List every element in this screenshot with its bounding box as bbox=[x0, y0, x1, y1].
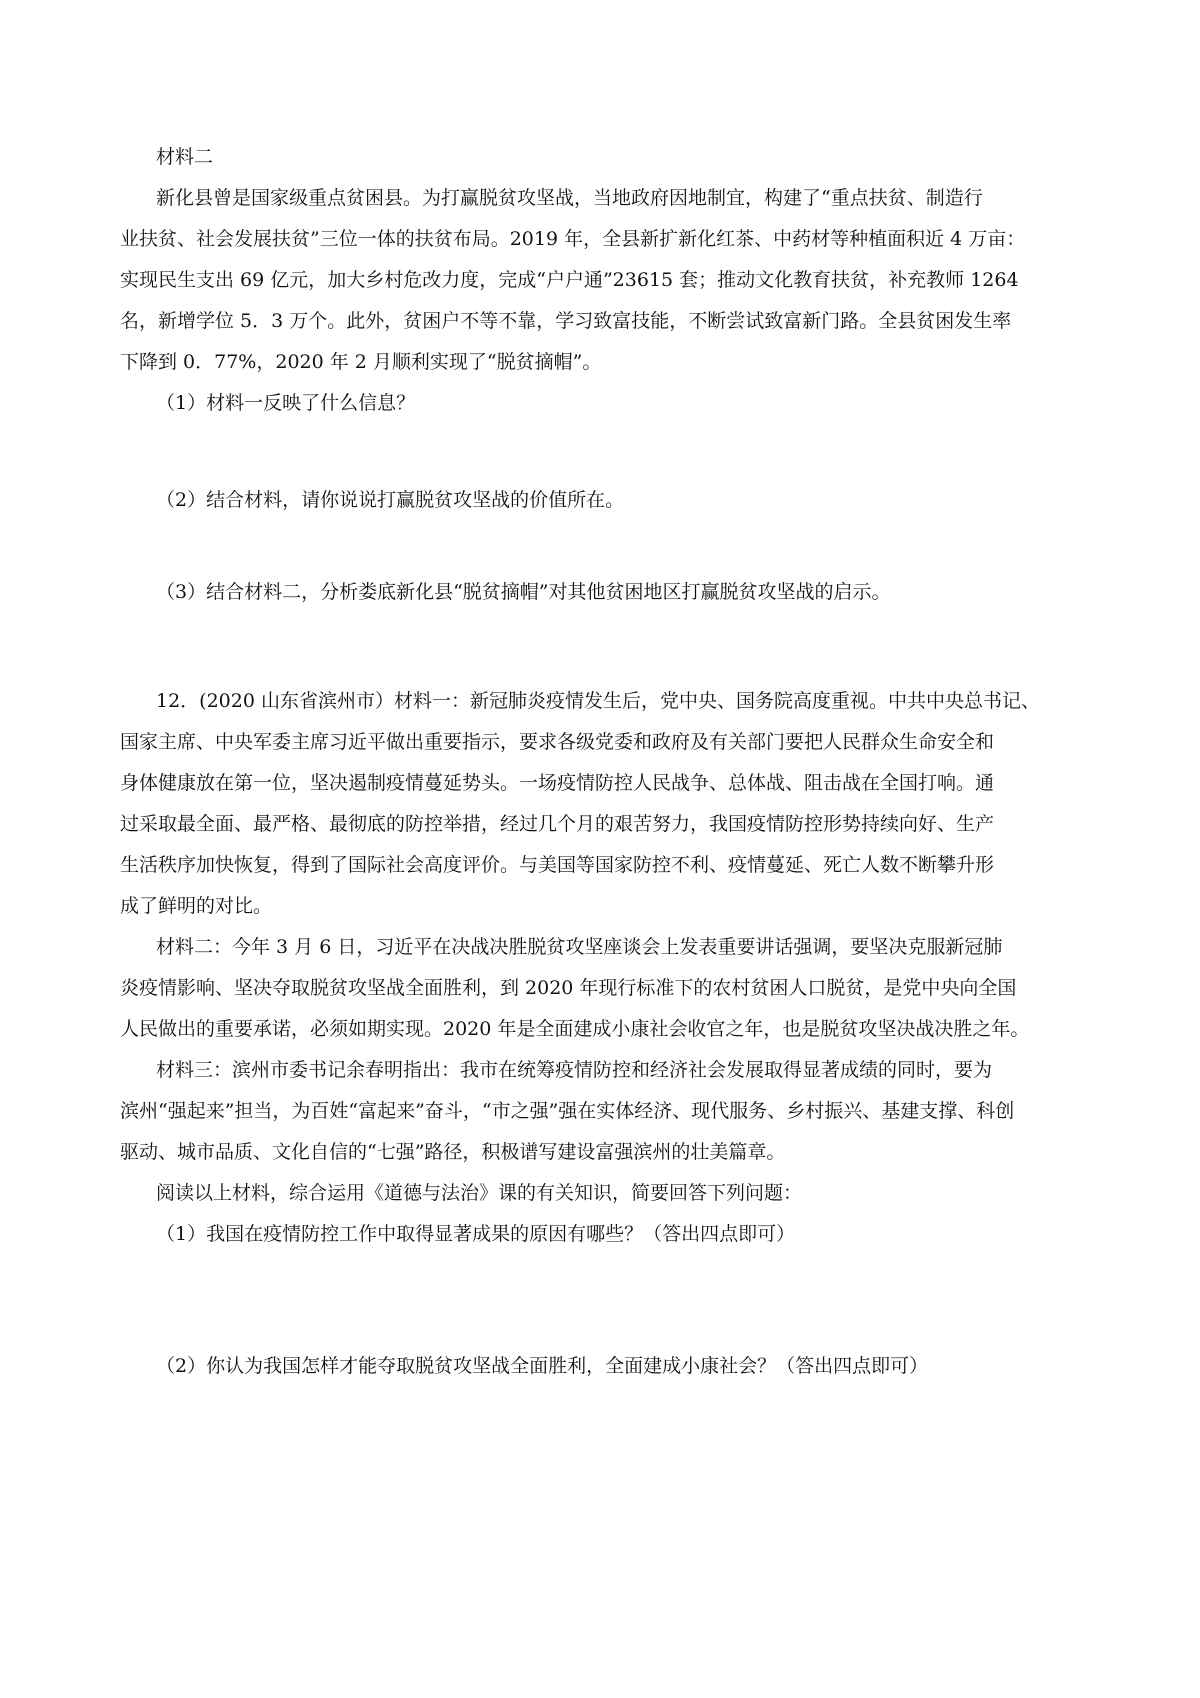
material2-line: 实现民生支出 69 亿元，加大乡村危改力度，完成“户户通”23615 套；推动文化教育扶贫，补充教师 1264 bbox=[120, 269, 1019, 291]
instruction-text: 阅读以上材料，综合运用《道德与法治》课的有关知识，简要回答下列问题： bbox=[156, 1182, 803, 1204]
q11-question-2 bbox=[120, 480, 1080, 521]
q12-instruction bbox=[120, 1173, 1080, 1214]
q12-material2-line: 人民做出的重要承诺，必须如期实现。2020 年是全面建成小康社会收官之年，也是脱贫攻坚决战决胜之年。 bbox=[120, 1018, 1030, 1040]
q11-question-3 bbox=[120, 572, 1080, 613]
q12-question-1 bbox=[120, 1214, 1080, 1255]
q12-material1-line: 成了鲜明的对比。 bbox=[120, 895, 273, 917]
question-text: （2）结合材料，请你说说打赢脱贫攻坚战的价值所在。 bbox=[156, 489, 625, 511]
question-text: （1）我国在疫情防控工作中取得显著成果的原因有哪些？（答出四点即可） bbox=[156, 1223, 796, 1245]
question-text: （1）材料一反映了什么信息？ bbox=[156, 392, 416, 414]
question-text: （3）结合材料二，分析娄底新化县“脱贫摘帽”对其他贫困地区打赢脱贫攻坚战的启示。 bbox=[156, 581, 891, 603]
material2-line: 下降到 0．77%，2020 年 2 月顺利实现了“脱贫摘帽”。 bbox=[120, 351, 602, 373]
q12-material1-line: 12．(2020 山东省滨州市）材料一：新冠肺炎疫情发生后，党中央、国务院高度重视。中共中央总书记、 bbox=[156, 690, 1040, 712]
q12-material2-line: 炎疫情影响、坚决夺取脱贫攻坚战全面胜利，到 2020 年现行标准下的农村贫困人口脱贫，是党中央向全国 bbox=[120, 977, 1017, 999]
q12-material3-line: 材料三：滨州市委书记余春明指出：我市在统筹疫情防控和经济社会发展取得显著成绩的同时，要为 bbox=[156, 1059, 993, 1081]
q12-material1-line: 身体健康放在第一位，坚决遏制疫情蔓延势头。一场疫情防控人民战争、总体战、阻击战在全国打响。通 bbox=[120, 772, 995, 794]
q12-material1-line: 国家主席、中央军委主席习近平做出重要指示，要求各级党委和政府及有关部门要把人民群众生命安全和 bbox=[120, 731, 995, 753]
q12-material1-section bbox=[120, 681, 1080, 927]
q12-material1-line: 生活秩序加快恢复，得到了国际社会高度评价。与美国等国家防控不利、疫情蔓延、死亡人数不断攀升形 bbox=[120, 854, 995, 876]
material2-section bbox=[120, 137, 1080, 383]
material2-line: 新化县曾是国家级重点贫困县。为打赢脱贫攻坚战，当地政府因地制宜，构建了“重点扶贫、制造行 bbox=[156, 187, 983, 209]
material2-title: 材料二 bbox=[156, 146, 214, 168]
q12-material3-line: 滨州“强起来”担当，为百姓“富起来”奋斗，“市之强”强在实体经济、现代服务、乡村振兴、基建支撑、科创 bbox=[120, 1100, 1015, 1122]
q12-material3-section bbox=[120, 1050, 1080, 1173]
material2-line: 名，新增学位 5．3 万个。此外，贫困户不等不靠，学习致富技能，不断尝试致富新门路。全县贫困发生率 bbox=[120, 310, 1012, 332]
q11-question-1 bbox=[120, 383, 1080, 424]
question-text: （2）你认为我国怎样才能夺取脱贫攻坚战全面胜利，全面建成小康社会？（答出四点即可） bbox=[156, 1355, 929, 1377]
q12-material2-section bbox=[120, 927, 1080, 1050]
material2-line: 业扶贫、社会发展扶贫”三位一体的扶贫布局。2019 年，全县新扩新化红茶、中药材等种植面积近 4 万亩： bbox=[120, 228, 1026, 250]
q12-material1-line: 过采取最全面、最严格、最彻底的防控举措，经过几个月的艰苦努力，我国疫情防控形势持续向好、生产 bbox=[120, 813, 995, 835]
q12-question-2 bbox=[120, 1346, 1080, 1387]
q12-material3-line: 驱动、城市品质、文化自信的“七强”路径，积极谱写建设富强滨州的壮美篇章。 bbox=[120, 1141, 786, 1163]
q12-material2-line: 材料二：今年 3 月 6 日，习近平在决战决胜脱贫攻坚座谈会上发表重要讲话强调，要坚决克服新冠肺 bbox=[156, 936, 1003, 958]
